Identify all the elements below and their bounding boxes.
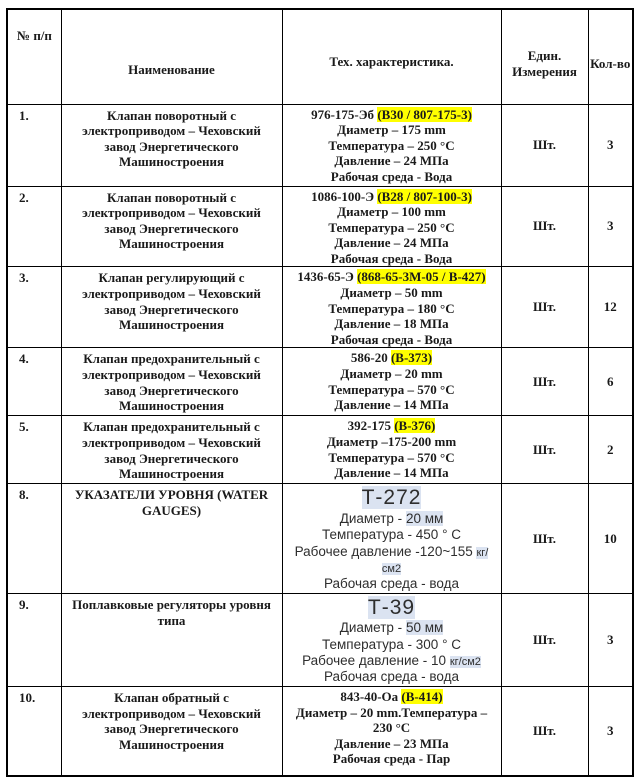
tech-line [286, 486, 498, 510]
tech-text: Рабочее давление - 10 [302, 653, 450, 668]
table-body [7, 104, 633, 776]
row-number: 3. [7, 267, 61, 348]
tech-text: Температура – 570 °С [328, 381, 455, 397]
tech-spec [282, 186, 501, 267]
tech-text: Температура – 180 °С [328, 300, 455, 316]
highlighted-text: (В-373) [390, 350, 433, 366]
table-row [7, 348, 633, 416]
tech-spec [282, 104, 501, 186]
row-number: 9. [7, 593, 61, 686]
item-name: Клапан обратный с электроприводом – Чеховский завод Энергетического Машиностроения [61, 686, 282, 776]
highlighted-text: Т-39 [367, 595, 416, 619]
tech-text: Диаметр – 20 mm.Температура – [295, 704, 488, 720]
tech-line [286, 235, 498, 251]
tech-text: Рабочая среда - вода [323, 576, 460, 592]
highlighted-text: кг/см2 [381, 546, 489, 575]
tech-line [286, 169, 498, 185]
tech-line [286, 450, 498, 466]
tech-spec [282, 267, 501, 348]
tech-line [286, 736, 498, 752]
tech-text: Диаметр – 20 mm [340, 366, 443, 382]
tech-line [286, 251, 498, 267]
unit-cell: Шт. [501, 267, 588, 348]
table-row [7, 484, 633, 593]
tech-line [286, 544, 498, 577]
tech-text: 843-40-Оа [340, 688, 402, 704]
tech-text: 392-175 [347, 418, 395, 434]
tech-line [286, 350, 498, 366]
tech-line [286, 382, 498, 398]
equipment-spec-table [6, 8, 634, 777]
highlighted-text: кг/см2 [449, 656, 481, 668]
tech-line [286, 637, 498, 653]
quantity-cell: 3 [588, 593, 633, 686]
quantity-cell: 12 [588, 267, 633, 348]
highlighted-text: 50 мм [405, 620, 444, 636]
row-number: 1. [7, 104, 61, 186]
header-col-number: № п/п [7, 9, 61, 104]
unit-cell: Шт. [501, 104, 588, 186]
highlighted-text: 20 мм [405, 510, 444, 526]
tech-text: Температура – 250 °С [328, 219, 455, 235]
tech-text: Давление – 18 МПа [334, 316, 449, 332]
tech-line [286, 511, 498, 527]
tech-line [286, 204, 498, 220]
tech-spec [282, 416, 501, 484]
tech-text: Давление – 14 МПа [334, 465, 449, 481]
tech-line [286, 653, 498, 669]
tech-spec [282, 484, 501, 593]
unit-cell: Шт. [501, 686, 588, 776]
tech-line [286, 316, 498, 332]
header-col-unit: Един. Измерения [501, 9, 588, 104]
tech-text: Температура - 300 ° С [322, 636, 461, 652]
tech-line [286, 397, 498, 413]
tech-line [286, 720, 498, 736]
tech-line [286, 138, 498, 154]
tech-text: 586-20 [350, 350, 391, 366]
table-header [7, 9, 633, 104]
tech-line [286, 527, 498, 543]
tech-line [286, 689, 498, 705]
quantity-cell: 3 [588, 186, 633, 267]
tech-spec [282, 348, 501, 416]
unit-cell: Шт. [501, 484, 588, 593]
unit-cell: Шт. [501, 416, 588, 484]
tech-line [286, 596, 498, 620]
item-name: Клапан поворотный с электроприводом – Чеховский завод Энергетического Машиностроения [61, 186, 282, 267]
tech-line [286, 465, 498, 481]
header-col-tech: Тех. характеристика. [282, 9, 501, 104]
tech-text: Рабочая среда - Вода [330, 250, 453, 266]
item-name: Клапан предохранительный с электроприводом – Чеховский завод Энергетического Машиностроения [61, 416, 282, 484]
tech-text: Диаметр - [339, 510, 406, 526]
tech-line [286, 418, 498, 434]
tech-text: Рабочая среда - вода [323, 669, 460, 685]
tech-line [286, 269, 498, 285]
tech-text: Диаметр - [339, 620, 406, 636]
tech-line [286, 301, 498, 317]
tech-text: 230 °С [372, 720, 411, 736]
tech-text: Диаметр – 175 mm [337, 122, 446, 138]
header-col-quantity: Кол-во [588, 9, 633, 104]
row-number: 8. [7, 484, 61, 593]
tech-line [286, 366, 498, 382]
row-number: 2. [7, 186, 61, 267]
tech-line [286, 576, 498, 592]
tech-text: Давление – 24 МПа [334, 153, 449, 169]
item-name: Поплавковые регуляторы уровня типа [61, 593, 282, 686]
tech-line [286, 189, 498, 205]
item-name: УКАЗАТЕЛИ УРОВНЯ (WATER GAUGES) [61, 484, 282, 593]
tech-text: Давление – 23 МПа [334, 735, 449, 751]
header-col-name: Наименование [61, 9, 282, 104]
unit-cell: Шт. [501, 186, 588, 267]
tech-text: Диаметр – 100 mm [337, 204, 446, 220]
tech-line [286, 434, 498, 450]
tech-line [286, 669, 498, 685]
tech-text: Рабочая среда - Пар [332, 751, 451, 767]
tech-line [286, 705, 498, 721]
item-name: Клапан предохранительный с электроприводом – Чеховский завод Энергетического Машиностроения [61, 348, 282, 416]
row-number: 5. [7, 416, 61, 484]
quantity-cell: 3 [588, 104, 633, 186]
highlighted-text: (В28 / 807-100-3) [377, 188, 472, 204]
tech-text: Давление – 14 МПа [334, 397, 449, 413]
tech-line [286, 153, 498, 169]
tech-text: Рабочая среда - Вода [330, 168, 453, 184]
tech-spec [282, 593, 501, 686]
tech-text: 1436-65-Э [297, 269, 358, 285]
row-number: 4. [7, 348, 61, 416]
tech-spec [282, 686, 501, 776]
header-row [7, 9, 633, 104]
row-number: 10. [7, 686, 61, 776]
unit-cell: Шт. [501, 593, 588, 686]
tech-text: Температура – 250 °С [328, 137, 455, 153]
tech-text: Температура – 570 °С [328, 449, 455, 465]
unit-cell: Шт. [501, 348, 588, 416]
highlighted-text: Т-272 [361, 486, 422, 510]
table-row [7, 104, 633, 186]
tech-text: Давление – 24 МПа [334, 235, 449, 251]
quantity-cell: 10 [588, 484, 633, 593]
highlighted-text: (В-376) [394, 418, 436, 434]
table-row [7, 186, 633, 267]
table-row [7, 686, 633, 776]
tech-line [286, 122, 498, 138]
tech-text: Температура - 450 ° С [322, 527, 461, 543]
tech-text: Рабочая среда - Вода [330, 331, 453, 347]
quantity-cell: 6 [588, 348, 633, 416]
tech-line [286, 332, 498, 348]
tech-text: Диаметр –175-200 mm [326, 434, 457, 450]
table-row [7, 416, 633, 484]
tech-line [286, 620, 498, 636]
highlighted-text: (В30 / 807-175-3) [377, 106, 472, 122]
highlighted-text: (868-65-3М-05 / В-427) [357, 269, 486, 285]
tech-text: Диаметр – 50 mm [340, 285, 443, 301]
table-row [7, 267, 633, 348]
tech-line [286, 107, 498, 123]
tech-line [286, 220, 498, 236]
quantity-cell: 3 [588, 686, 633, 776]
tech-text: 1086-100-Э [311, 188, 378, 204]
tech-text: Рабочее давление -120~155 [294, 543, 477, 559]
quantity-cell: 2 [588, 416, 633, 484]
highlighted-text: (В-414) [401, 688, 443, 704]
tech-text: 976-175-Эб [311, 106, 378, 122]
tech-line [286, 751, 498, 767]
item-name: Клапан поворотный с электроприводом – Чеховский завод Энергетического Машиностроения [61, 104, 282, 186]
tech-line [286, 285, 498, 301]
item-name: Клапан регулирующий с электроприводом – Чеховский завод Энергетического Машиностроения [61, 267, 282, 348]
table-row [7, 593, 633, 686]
